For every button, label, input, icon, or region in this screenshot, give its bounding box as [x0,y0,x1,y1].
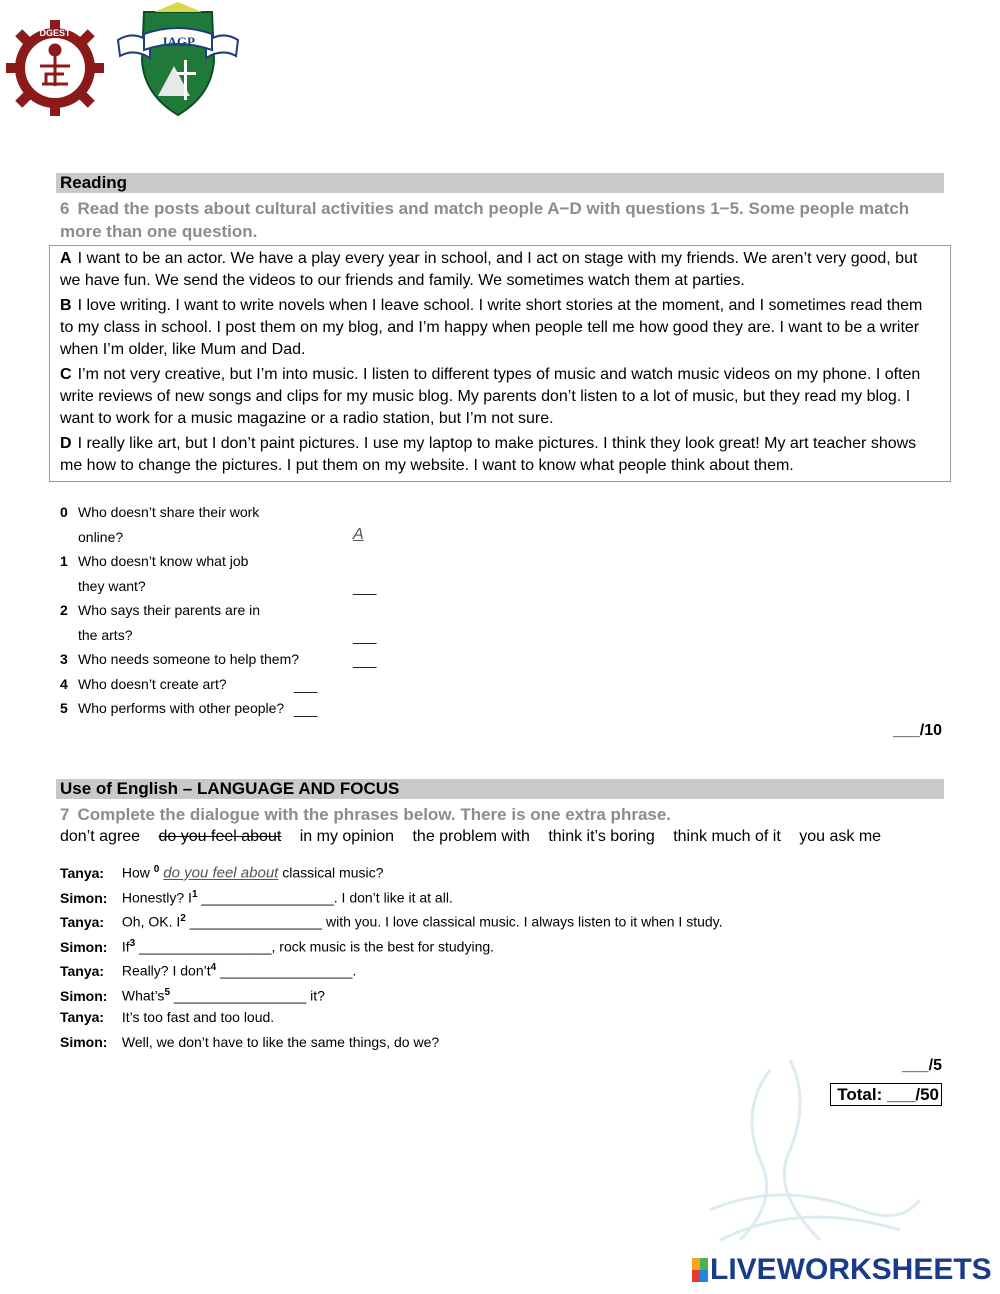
answer-blank[interactable]: ___ [294,677,318,693]
total-score: Total: ___/50 [830,1083,942,1106]
phrase: think much of it [673,828,781,845]
line-text-after: . I don’t like it at all. [333,889,453,906]
dialogue-line-3 [60,935,494,956]
question-text-cont: the arts? [78,627,133,643]
dialogue-line-1 [60,886,453,907]
dialogue-line-0 [60,861,383,883]
post-letter: A [60,250,72,267]
question-text: Who doesn’t know what job [78,553,249,569]
question-text: Who performs with other people? [78,700,285,716]
question-number: 1 [60,553,68,569]
watermark-decoration [700,1050,930,1250]
line-text-after: . [352,962,357,979]
post-text: I really like art, but I don’t paint pictures. I use my laptop to make pictures. I think they look great! My art teacher shows me how to change the pictures. I put them on my website. I want to know what people think about them. [60,435,917,474]
question-text-cont: they want? [78,578,146,594]
post-a [60,248,940,292]
line-text: It’s too fast and too loud. [121,1009,275,1025]
line-text: How [121,864,150,881]
dialogue-line-4 [60,959,356,980]
post-c [60,364,940,430]
speaker: Tanya: [60,913,105,930]
post-letter: C [60,366,72,383]
use-of-english-section-title: Use of English – LANGUAGE AND FOCUS [56,779,944,799]
answer-blank[interactable]: ___ [353,652,377,668]
line-text: Really? I don’t [121,962,211,979]
post-letter: D [60,435,72,452]
exercise-7-instruction [60,803,940,826]
phrase-used-example: do you feel about [158,828,282,845]
jagp-school-crest [114,0,242,118]
dgest-logo [0,16,110,118]
phrase: you ask me [799,828,882,845]
question-text-cont: online? [78,529,124,545]
question-number: 2 [60,602,68,618]
gap-blank[interactable]: _________________ [189,913,323,930]
liveworksheets-brand [692,1254,992,1286]
phrase: don’t agree [60,828,141,845]
line-text: Well, we don’t have to like the same things, do we? [121,1034,440,1050]
gap-blank[interactable]: _________________ [220,962,353,979]
line-text: Oh, OK. I [121,913,181,930]
speaker: Tanya: [60,1009,105,1025]
speaker: Simon: [60,1034,108,1050]
question-number: 5 [60,700,68,716]
language-score: ___/5 [901,1057,942,1074]
gap-number: 2 [180,913,186,924]
phrase: in my opinion [299,828,395,845]
example-answer: A [353,526,364,543]
speaker: Simon: [60,987,108,1004]
gap-number: 1 [191,889,198,900]
question-text: Who needs someone to help them? [78,651,300,667]
reading-section-title: Reading [56,173,944,193]
exercise-6-instruction [60,197,940,243]
brand-text: LIVEWORKSHEETS [710,1253,992,1286]
phrase-bank [60,828,895,846]
gap-number: 3 [129,938,136,949]
svg-text:JAGP: JAGP [161,34,196,49]
answer-blank[interactable]: ___ [294,701,318,717]
line-text: Honestly? I [121,889,192,906]
exercise-number: 6 [60,199,70,218]
speaker: Tanya: [60,864,105,881]
question-number: 4 [60,676,68,692]
instruction-text: Complete the dialogue with the phrases below. There is one extra phrase. [77,805,672,824]
svg-text:DGEST: DGEST [39,28,71,38]
post-text: I want to be an actor. We have a play every year in school, and I act on stage with my friends. We aren’t very good, but we have fun. We send the videos to our friends and family. We sometimes watch them at parties. [60,250,918,289]
line-text-after: , rock music is the best for studying. [271,938,495,955]
answer-blank[interactable]: ___ [353,628,377,644]
gap-number: 4 [210,962,217,973]
speaker: Tanya: [60,962,105,979]
posts-box [49,245,951,482]
post-b [60,295,940,361]
post-text: I’m not very creative, but I’m into music. I listen to different types of music and watch music videos on my phone. I often write reviews of new songs and clips for my music blog. My parents don’t listen to a lot of music, but they read my blog. I want to work for a music magazine or a radio station, but I’m not sure. [60,366,921,427]
line-text: If [121,938,130,955]
post-d [60,433,940,477]
example-gap-answer: do you feel about [163,864,279,882]
dialogue-line-5 [60,984,325,1005]
post-text: I love writing. I want to write novels when I leave school. I write short stories at the moment, and I sometimes read them to my class in school. I post them on my blog, and I’m happy when people tell me how good they are. I want to be a writer when I’m older, like Mum and Dad. [60,297,923,358]
instruction-text: Read the posts about cultural activities and match people A−D with questions 1−5. Some people match more than one question. [60,199,910,241]
question-text: Who doesn’t create art? [78,676,227,692]
question-text: Who says their parents are in [78,602,261,618]
line-text-after: classical music? [282,864,384,881]
question-number: 3 [60,651,68,667]
line-text-after: with you. I love classical music. I always listen to it when I study. [325,913,723,930]
question-number: 0 [60,504,68,520]
dialogue-line-2 [60,910,723,931]
dialogue-line-6 [60,1008,274,1026]
phrase: think it’s boring [548,828,655,845]
exercise-number: 7 [60,805,70,824]
live-badge-icon [692,1258,708,1282]
speaker: Simon: [60,889,108,906]
speaker: Simon: [60,938,108,955]
answer-blank[interactable]: ___ [353,579,377,595]
gap-number: 5 [164,987,170,998]
dialogue-line-7 [60,1033,439,1051]
phrase: the problem with [412,828,530,845]
question-text: Who doesn’t share their work [78,504,260,520]
reading-score: ___/10 [893,722,942,739]
gap-blank[interactable]: _________________ [139,938,272,955]
gap-blank[interactable]: _________________ [173,987,307,1004]
line-text: What’s [121,987,165,1004]
post-letter: B [60,297,72,314]
gap-blank[interactable]: _________________ [201,889,334,906]
gap-number: 0 [153,864,160,875]
line-text-after: it? [310,987,325,1004]
